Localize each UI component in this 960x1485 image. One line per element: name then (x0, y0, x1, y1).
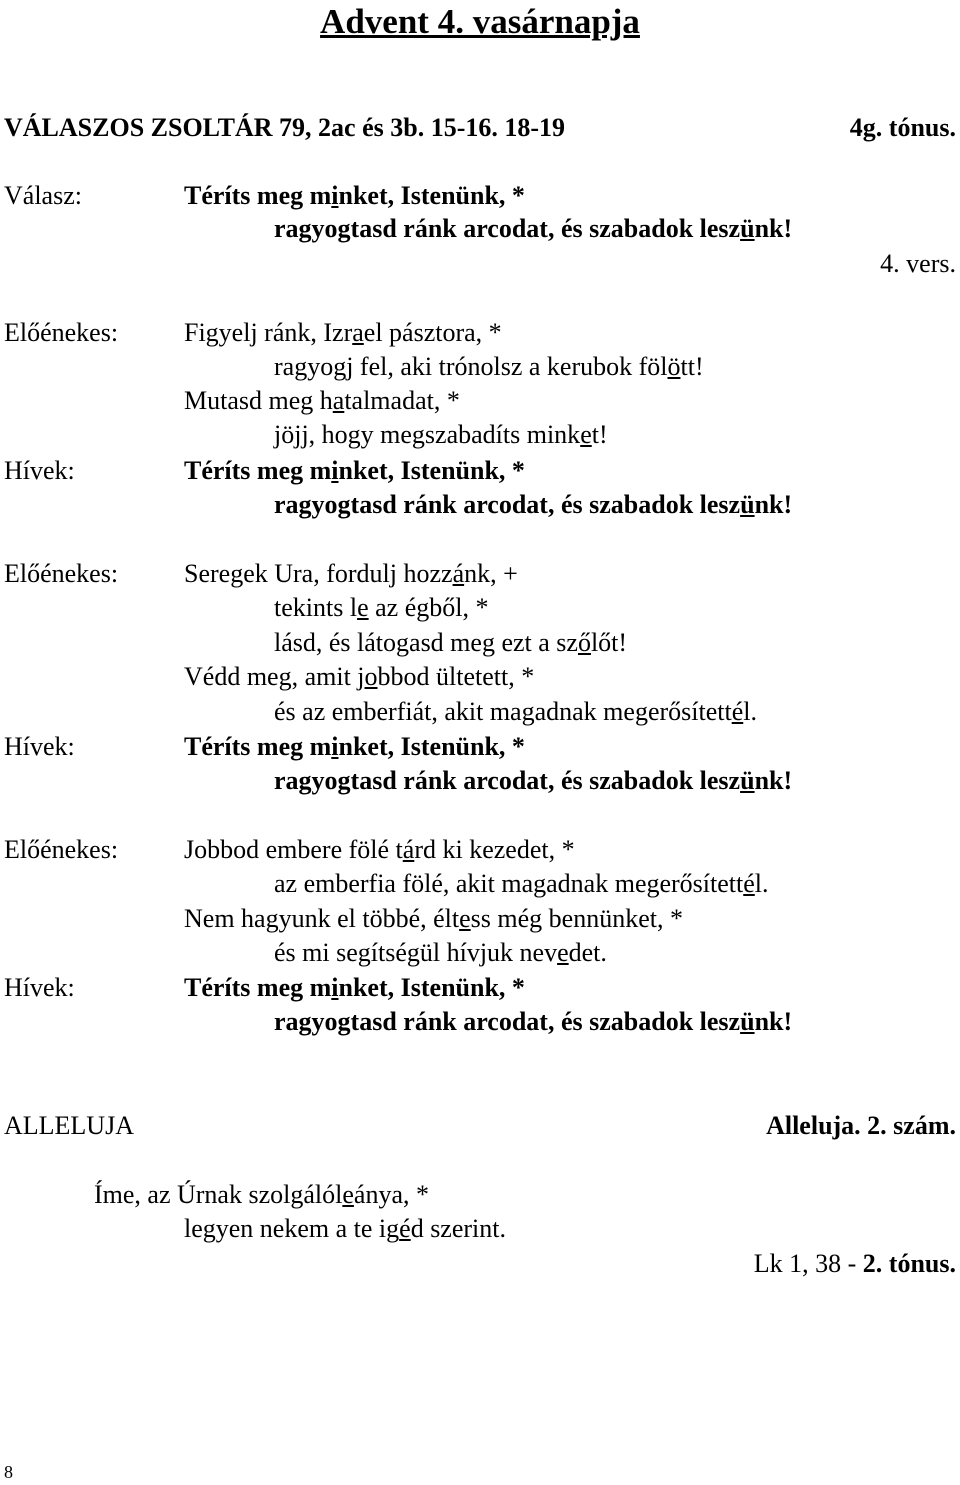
stanza2-line-4: Védd meg, amit jobbod ültetett, * (184, 662, 535, 691)
stanza3-line-2: az emberfia fölé, akit magadnak megerősítettél. (274, 869, 769, 898)
page-title: Advent 4. vasárnapja (320, 2, 640, 41)
psalm-tone: 4g. tónus. (849, 113, 956, 142)
stanza2-line-2: tekints le az égből, * (274, 593, 489, 622)
refrain-line-1: Téríts meg minket, Istenünk, * (184, 181, 525, 210)
alleluia-line-2: legyen nekem a te igéd szerint. (184, 1214, 506, 1243)
alleluia-line-1: Íme, az Úrnak szolgálóleánya, * (94, 1180, 429, 1209)
refrain-line-2: ragyogtasd ránk arcodat, és szabadok leszünk! (274, 766, 793, 795)
people-label: Hívek: (4, 732, 75, 761)
cantor-label: Előénekes: (4, 835, 119, 864)
alleluia-ref: Alleluja. 2. szám. (766, 1111, 956, 1140)
stanza2-line-3: lásd, és látogasd meg ezt a szőlőt! (274, 628, 628, 657)
refrain-line-2: ragyogtasd ránk arcodat, és szabadok leszünk! (274, 1007, 793, 1036)
stanza2-line-5: és az emberfiát, akit magadnak megerősítettél. (274, 697, 757, 726)
answer-label: Válasz: (4, 181, 82, 210)
refrain-line-2: ragyogtasd ránk arcodat, és szabadok leszünk! (274, 214, 793, 243)
people-label: Hívek: (4, 456, 75, 485)
refrain-line-2: ragyogtasd ránk arcodat, és szabadok leszünk! (274, 490, 793, 519)
stanza1-line-2: ragyogj fel, aki trónolsz a kerubok fölött! (274, 352, 704, 381)
refrain-line-1: Téríts meg minket, Istenünk, * (184, 732, 525, 761)
stanza3-line-1: Jobbod embere fölé tárd ki kezedet, * (184, 835, 575, 864)
refrain-line-1: Téríts meg minket, Istenünk, * (184, 456, 525, 485)
alleluia-heading: ALLELUJA (4, 1111, 134, 1140)
stanza1-line-3: Mutasd meg hatalmadat, * (184, 386, 460, 415)
cantor-label: Előénekes: (4, 318, 119, 347)
page-number: 8 (4, 1462, 13, 1482)
stanza1-line-1: Figyelj ránk, Izrael pásztora, * (184, 318, 502, 347)
stanza3-line-3: Nem hagyunk el többé, éltess még bennünket, * (184, 904, 683, 933)
cantor-label: Előénekes: (4, 559, 119, 588)
alleluia-source: Lk 1, 38 - 2. tónus. (753, 1249, 956, 1278)
people-label: Hívek: (4, 973, 75, 1002)
stanza3-line-4: és mi segítségül hívjuk nevedet. (274, 938, 607, 967)
verse-ref: 4. vers. (880, 249, 956, 278)
stanza1-line-4: jöjj, hogy megszabadíts minket! (274, 420, 608, 449)
refrain-line-1: Téríts meg minket, Istenünk, * (184, 973, 525, 1002)
stanza2-line-1: Seregek Ura, fordulj hozzánk, + (184, 559, 518, 588)
psalm-heading: VÁLASZOS ZSOLTÁR 79, 2ac és 3b. 15-16. 18-19 (4, 113, 566, 142)
